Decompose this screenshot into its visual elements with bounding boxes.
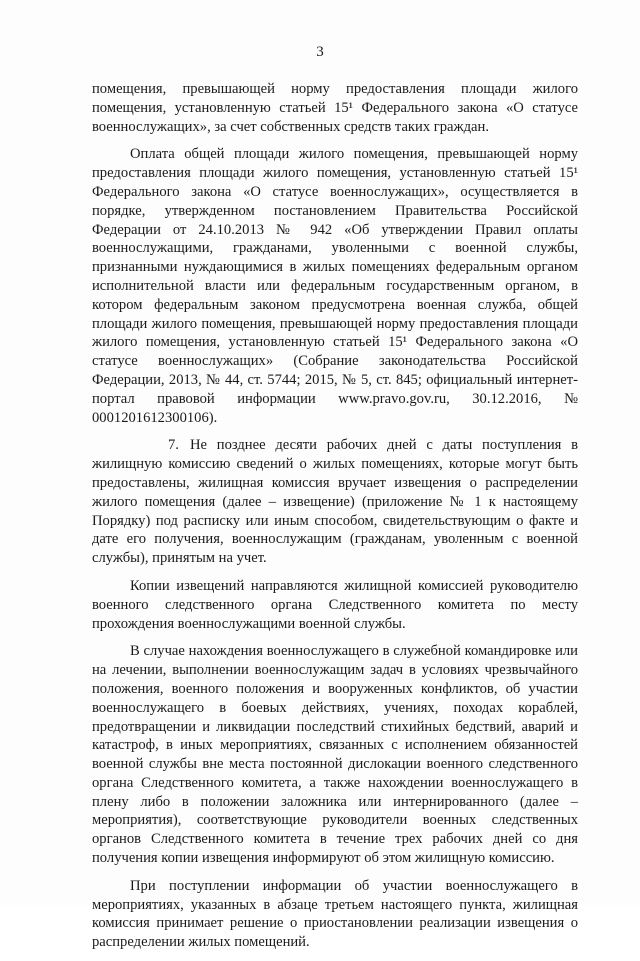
paragraph-suspension: При поступлении информации об участии военнослужащего в мероприятиях, указанных в абзаце третьем настоящего пункта, жилищная комиссия принимает решение о приостановлении реализации извещения о распределении жилых помещений. <box>92 877 578 951</box>
item-number: 7. <box>168 437 179 454</box>
document-body <box>92 80 578 961</box>
paragraph-assignment-cases: В случае нахождения военнослужащего в служебной командировке или на лечении, выполнении военнослужащим задач в условиях чрезвычайного положения, военного положения и вооруженных конфликтов, об участии военнослужащего в боевых действиях, учениях, походах кораблей, предотвращении и ликвидации последствий стихийных бедствий, аварий и катастроф, в иных мероприятиях, связанных с исполнением обязанностей военной службы вне места постоянной дислокации военного следственного органа Следственного комитета, а также нахождении военнослужащего в плену либо в положении заложника или интернированного (далее – мероприятия), соответствующие руководители военных следственных органов Следственного комитета в течение трех рабочих дней со дня получения копии извещения информируют об этом жилищную комиссию. <box>92 643 578 867</box>
paragraph-continuation: помещения, превышающей норму предоставления площади жилого помещения, установленную статьей 15¹ Федерального закона «О статусе военнослужащих», за счет собственных средств таких граждан. <box>92 81 578 135</box>
page-number: 3 <box>316 44 324 60</box>
paragraph-item-7 <box>92 436 578 568</box>
paragraph-payment: Оплата общей площади жилого помещения, превышающей норму предоставления площади жилого помещения, установленную статьей 15¹ Федерального закона «О статусе военнослужащих», осуществляется в порядке, утвержденном постановлением Правительства Российской Федерации от 24.10.2013 № 942 «Об утверждении Правил оплаты военнослужащими, гражданами, уволенными с военной службы, признанными нуждающимися в жилых помещениях федеральным органом исполнительной власти или федеральным государственным органом, в котором федеральным законом предусмотрена военная служба, общей площади жилого помещения, превышающей норму предоставления площади жилого помещения, установленную статьей 15¹ Федерального закона «О статусе военнослужащих» (Собрание законодательства Российской Федерации, 2013, № 44, ст. 5744; 2015, № 5, ст. 845; официальный интернет-портал правовой информации www.pravo.gov.ru, 30.12.2016, № 0001201612300106). <box>92 146 578 426</box>
item-7-text: Не позднее десяти рабочих дней с даты поступления в жилищную комиссию сведений о жилых помещениях, которые могут быть предоставлены, жилищная комиссия вручает извещения о распределении жилого помещения (далее – извещение) (приложение № 1 к настоящему Порядку) под расписку или иным способом, свидетельствующим о факте и дате его получения, военнослужащим (гражданам, уволенным с военной службы), принятым на учет. <box>92 437 578 567</box>
paragraph-copies: Копии извещений направляются жилищной комиссией руководителю военного следственного органа Следственного комитета по месту прохождения военнослужащими военной службы. <box>92 577 578 632</box>
